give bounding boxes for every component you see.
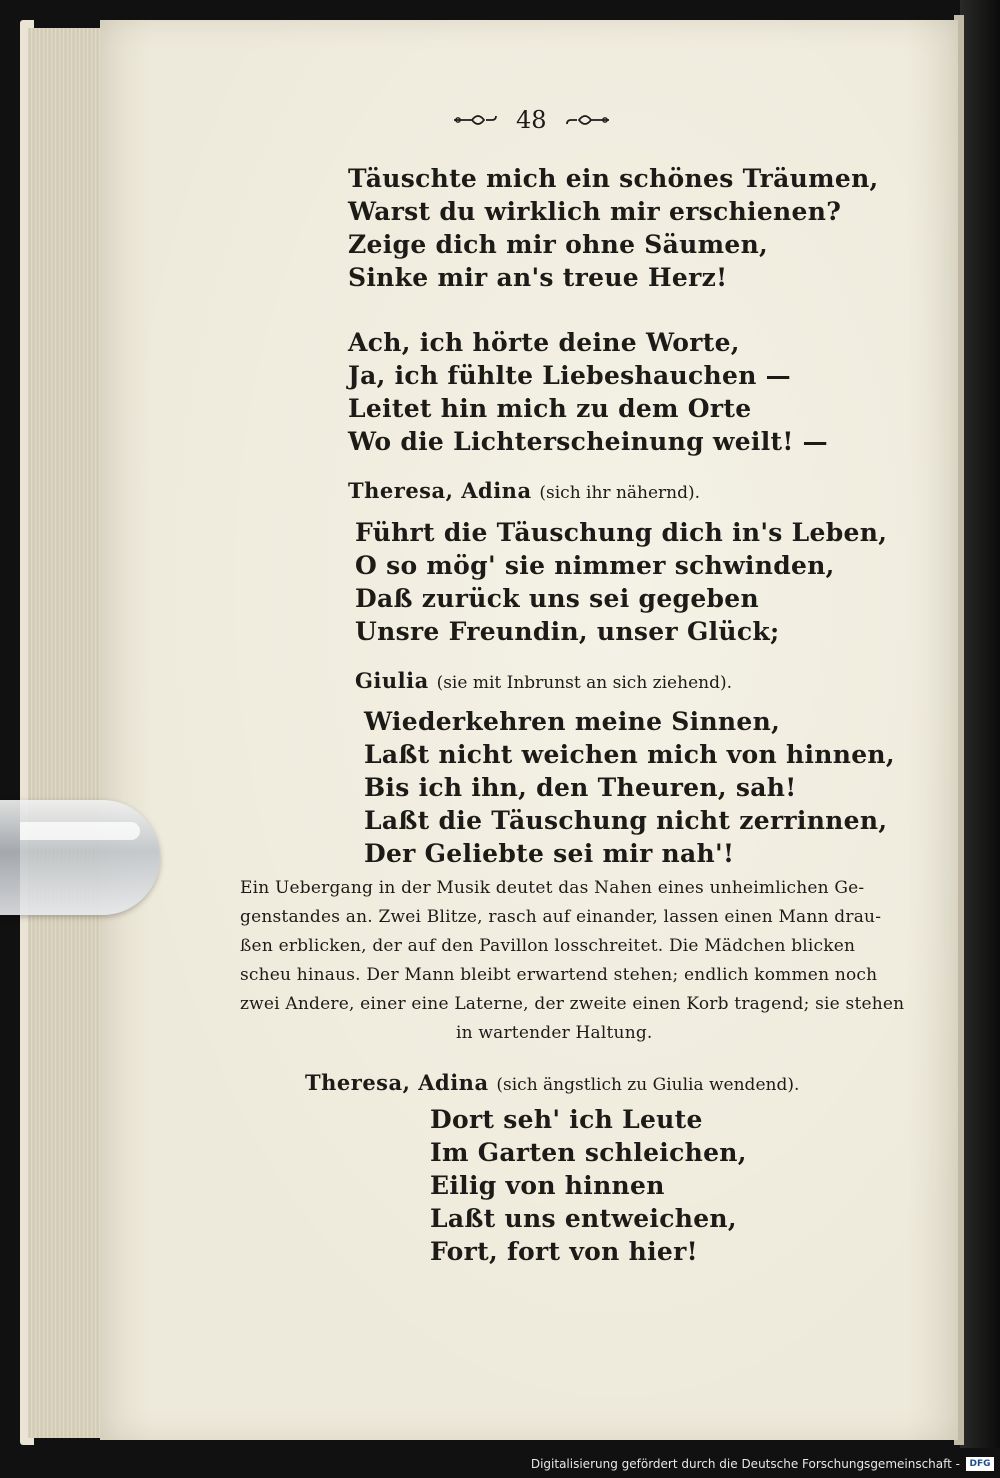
speaker-heading [348, 478, 700, 503]
stage-direction-line: in wartender Haltung. [456, 1023, 653, 1043]
stage-direction-line: Ein Uebergang in der Musik deutet das Nahen eines unheimlichen Ge- [240, 878, 865, 898]
speaker-names: Giulia [355, 668, 429, 693]
verse-line: Leitet hin mich zu dem Orte [348, 394, 752, 423]
funding-credit: Digitalisierung gefördert durch die Deutsche Forschungsgemeinschaft - [530, 1457, 960, 1471]
verse-line: Ja, ich fühlte Liebeshauchen — [348, 361, 791, 390]
page-number: 48 [516, 106, 547, 134]
speaker-heading [305, 1070, 799, 1095]
verse-line: Zeige dich mir ohne Säumen, [348, 230, 769, 259]
right-ornament-icon [563, 110, 611, 130]
page-stack [28, 28, 109, 1438]
stage-direction-line: scheu hinaus. Der Mann bleibt erwartend stehen; endlich kommen noch [240, 965, 878, 985]
verse-line: Führt die Täuschung dich in's Leben, [355, 518, 888, 547]
dfg-logo-icon: DFG [966, 1457, 994, 1471]
speaker-names: Theresa, Adina [348, 478, 532, 503]
verse-line: Eilig von hinnen [430, 1171, 665, 1200]
page-header [452, 104, 611, 136]
verse-line: Fort, fort von hier! [430, 1237, 698, 1266]
book-binding [960, 0, 1000, 1478]
verse-line: Warst du wirklich mir erschienen? [348, 197, 842, 226]
verse-line: Im Garten schleichen, [430, 1138, 747, 1167]
verse-line: Wo die Lichterscheinung weilt! — [348, 427, 828, 456]
verse-line: Wiederkehren meine Sinnen, [364, 707, 781, 736]
glass-reflection [20, 822, 140, 840]
verse-line: Laßt uns entweichen, [430, 1204, 737, 1233]
glass-page-weight [0, 800, 160, 915]
speaker-heading [355, 668, 732, 693]
verse-line: Unsre Freundin, unser Glück; [355, 617, 780, 646]
stage-direction-line: zwei Andere, einer eine Laterne, der zweite einen Korb tragend; sie stehen [240, 994, 905, 1014]
verse-line: Ach, ich hörte deine Worte, [348, 328, 740, 357]
speaker-direction: (sich ängstlich zu Giulia wendend). [496, 1075, 800, 1095]
verse-line: O so mög' sie nimmer schwinden, [355, 551, 835, 580]
speaker-names: Theresa, Adina [305, 1070, 489, 1095]
speaker-direction: (sie mit Inbrunst an sich ziehend). [436, 673, 732, 693]
speaker-direction: (sich ihr nähernd). [539, 483, 701, 503]
verse-line: Täuschte mich ein schönes Träumen, [348, 164, 879, 193]
left-ornament-icon [452, 110, 500, 130]
verse-line: Bis ich ihn, den Theuren, sah! [364, 773, 797, 802]
verse-line: Laßt nicht weichen mich von hinnen, [364, 740, 895, 769]
verse-line: Laßt die Täuschung nicht zerrinnen, [364, 806, 888, 835]
verse-line: Sinke mir an's treue Herz! [348, 263, 728, 292]
stage-direction-line: ßen erblicken, der auf den Pavillon losschreitet. Die Mädchen blicken [240, 936, 856, 956]
verse-line: Daß zurück uns sei gegeben [355, 584, 759, 613]
stage-direction-line: genstandes an. Zwei Blitze, rasch auf einander, lassen einen Mann drau- [240, 907, 882, 927]
verse-line: Dort seh' ich Leute [430, 1105, 703, 1134]
verse-line: Der Geliebte sei mir nah'! [364, 839, 735, 868]
